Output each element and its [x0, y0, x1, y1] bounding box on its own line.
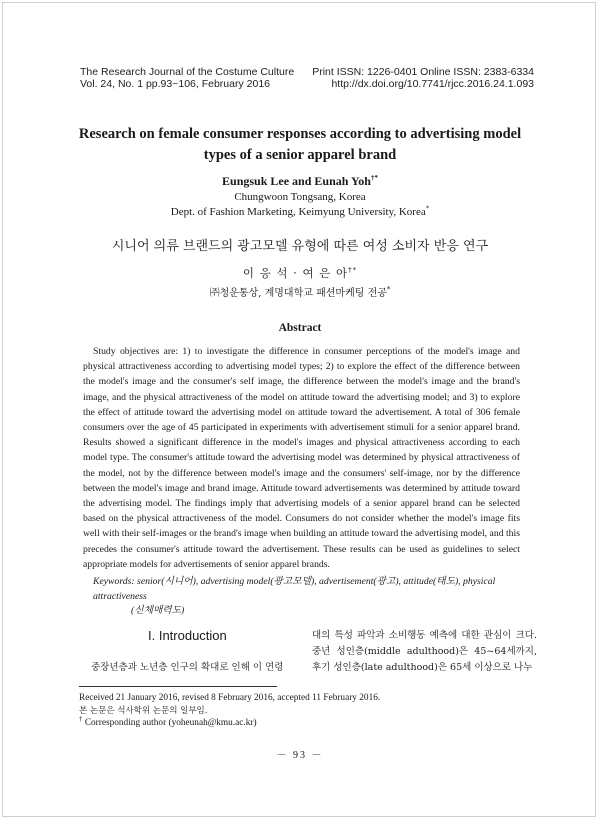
- authors-kr-names: 이 응 석 · 여 은 아: [242, 266, 349, 280]
- footnote-thesis: 본 논문은 석사학위 논문의 일부임.: [79, 705, 208, 716]
- journal-header-left: [80, 66, 294, 90]
- authors-en-names: Eungsuk Lee and Eunah Yoh: [222, 174, 371, 188]
- footnotes: [79, 692, 539, 730]
- journal-header-right: [312, 66, 534, 90]
- keywords-label: Keywords:: [93, 576, 135, 587]
- abstract-heading: Abstract: [278, 322, 322, 334]
- footnote-received: Received 21 January 2016, revised 8 February 2016, accepted 11 February 2016.: [79, 693, 381, 703]
- intro-left-column: 중장년층과 노년층 인구의 확대로 인해 이 연령: [91, 662, 284, 673]
- paper-title-kr: 시니어 의류 브랜드의 광고모델 유형에 따른 여성 소비자 반응 연구: [111, 239, 489, 254]
- authors-kr: [60, 265, 540, 281]
- affiliation-kr-text: ㈜청운통상, 계명대학교 패션마케팅 전공: [209, 288, 387, 299]
- affiliation-2-mark: *: [425, 204, 430, 213]
- footnote-corresponding-text: Corresponding author (yoheunah@kmu.ac.kr): [84, 718, 257, 728]
- affiliation-kr-mark: *: [386, 285, 391, 294]
- affiliation-2-text: Dept. of Fashion Marketing, Keimyung University, Korea: [170, 206, 426, 218]
- affiliation-kr: [60, 284, 540, 299]
- volume-info: Vol. 24, No. 1 pp.93~106, February 2016: [80, 78, 271, 90]
- page-number: － 93 －: [276, 750, 324, 761]
- footnote-corresponding: [79, 714, 539, 730]
- doi-link[interactable]: http://dx.doi.org/10.7741/rjcc.2016.24.1.093: [331, 78, 534, 90]
- paper-title-en: Research on female consumer responses according to advertising model types of a senior apparel brand: [78, 126, 522, 163]
- footnote-divider: [79, 686, 277, 687]
- authors-en: [60, 174, 540, 189]
- authors-en-mark: †*: [370, 174, 378, 182]
- abstract-body: Study objectives are: 1) to investigate the difference in consumer perceptions of the model's image and physical attractiveness according to advertising model types; 2) to explore the effect of the difference between the model's image and the consumer's self image, the difference between the model's image and the brand's image, and the physical attractiveness of the model on attitude toward the advertising model; and 3) to explore the effect of attitude toward the advertising model on attitude toward the advertisement. A total of 306 female consumers over the age of 45 participated in experiments with advertisement stimuli for a senior apparel brand. Results showed a significant difference in the model's images and physical attractiveness according to each model type. The consumer's attitude toward the advertising model was determined by physical attractiveness of the model, not by the difference between model's image and the consumers' self-image, nor by the difference between the model's image and brand image. Attitude toward advertisements was determined by attitude toward the advertising model. The findings imply that advertising models of a senior apparel brand can be selected based on the physical attractiveness of the model. Consumers do not consider whether the model's image fits well with their self-images or the brand's image when building an attitude toward the advertising model, and this precedes the consumer's attitude toward the advertisement. These results can be used as guidelines to select appropriate models for advertisements of senior apparel brands.: [83, 346, 520, 570]
- intro-right-column: 대의 특성 파악과 소비행동 예측에 대한 관심이 크다. 중년 성인층(middle adulthood)은 45~64세까지, 후기 성인층(late adulthood)은 65세 이상으로 나누: [312, 630, 537, 673]
- authors-kr-mark: †*: [348, 266, 358, 275]
- footnote-corresponding-mark: †: [79, 714, 83, 723]
- keywords-line-2: (신체매력도): [131, 605, 185, 616]
- journal-name: The Research Journal of the Costume Culture: [80, 66, 295, 78]
- affiliation-1: Chungwoon Tongsang, Korea: [234, 191, 366, 203]
- section-heading-introduction: I. Introduction: [148, 628, 227, 643]
- issn-info: Print ISSN: 1226-0401 Online ISSN: 2383-6334: [312, 66, 534, 78]
- affiliation-2: [60, 206, 540, 218]
- keywords-line-1: [93, 575, 538, 604]
- keywords: [93, 575, 538, 619]
- keywords-list: senior(시니어), advertising model(광고모델), advertisement(광고), attitude(태도), physical attractiveness: [93, 576, 496, 602]
